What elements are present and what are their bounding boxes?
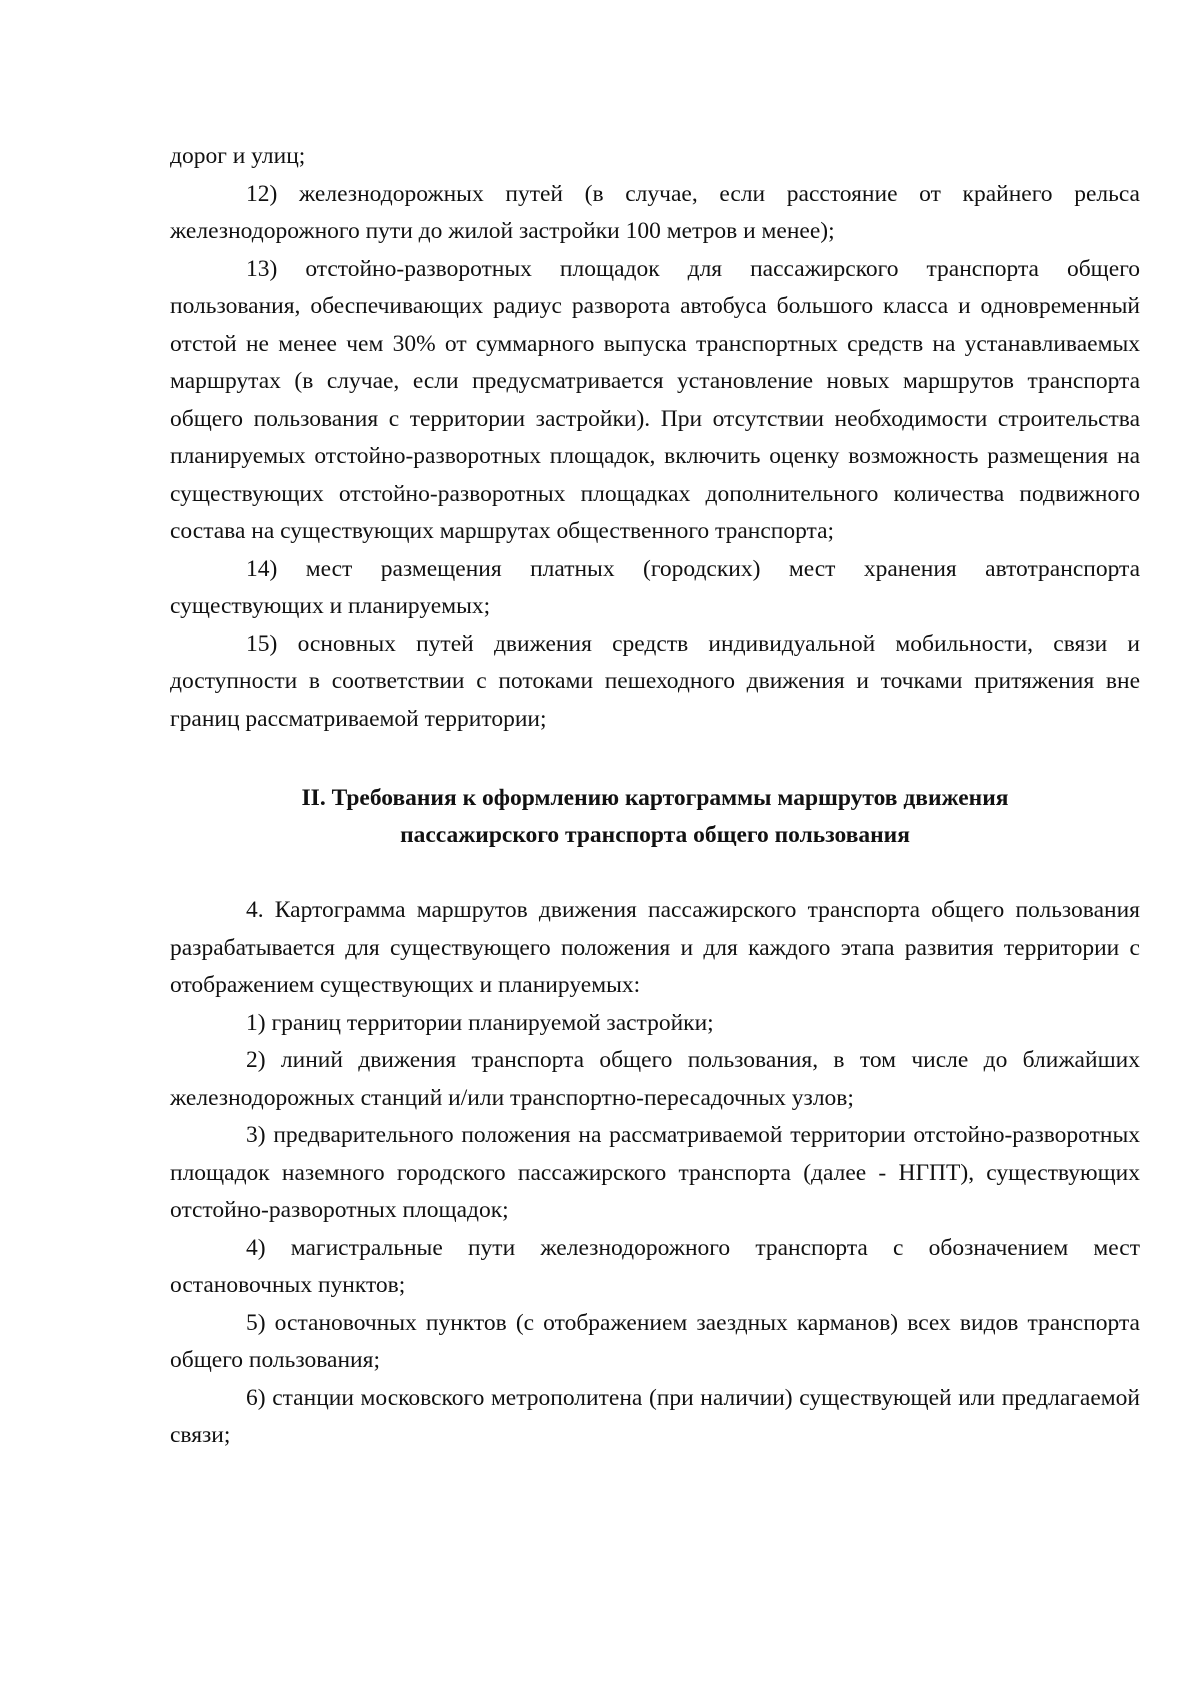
list-item-14: 14) мест размещения платных (городских) мест хранения автотранспорта существующих и планируемых; [170, 555, 1140, 619]
paragraph-continuation: дорог и улиц; [170, 143, 306, 169]
list-item-1: 1) границ территории планируемой застройки; [246, 1009, 714, 1036]
list-item-2: 2) линий движения транспорта общего пользования, в том числе до ближайших железнодорожных станций и/или транспортно-пересадочных узлов; [170, 1047, 1140, 1111]
section-heading-line-2: пассажирского транспорта общего пользования [400, 822, 910, 848]
document-page [170, 138, 1140, 1455]
list-item-5: 5) остановочных пунктов (с отображением заездных карманов) всех видов транспорта общего пользования; [170, 1309, 1140, 1373]
paragraph-4: 4. Картограмма маршрутов движения пассажирского транспорта общего пользования разрабатывается для существующего положения и для каждого этапа развития территории с отображением существующих и планируемых: [170, 897, 1140, 998]
section-heading [170, 780, 1140, 854]
list-item-4: 4) магистральные пути железнодорожного транспорта с обозначением мест остановочных пунктов; [170, 1234, 1140, 1298]
section-heading-line-1: II. Требования к оформлению картограммы маршрутов движения [301, 785, 1009, 811]
list-item-6: 6) станции московского метрополитена (при наличии) существующей или предлагаемой связи; [170, 1384, 1140, 1448]
list-item-12: 12) железнодорожных путей (в случае, если расстояние от крайнего рельса железнодорожного пути до жилой застройки 100 метров и менее); [170, 180, 1140, 244]
list-item-13: 13) отстойно-разворотных площадок для пассажирского транспорта общего пользования, обеспечивающих радиус разворота автобуса большого класса и одновременный отстой не менее чем 30% от суммарного выпуска транспортных средств на устанавливаемых маршрутах (в случае, если предусматривается установление новых маршрутов транспорта общего пользования с территории застройки). При отсутствии необходимости строительства планируемых отстойно-разворотных площадок, включить оценку возможность размещения на существующих отстойно-разворотных площадках дополнительного количества подвижного состава на существующих маршрутах общественного транспорта; [170, 255, 1140, 544]
list-item-3: 3) предварительного положения на рассматриваемой территории отстойно-разворотных площадок наземного городского пассажирского транспорта (далее - НГПТ), существующих отстойно-разворотных площадок; [170, 1122, 1140, 1223]
list-item-15: 15) основных путей движения средств индивидуальной мобильности, связи и доступности в соответствии с потоками пешеходного движения и точками притяжения вне границ рассматриваемой территории; [170, 630, 1140, 732]
